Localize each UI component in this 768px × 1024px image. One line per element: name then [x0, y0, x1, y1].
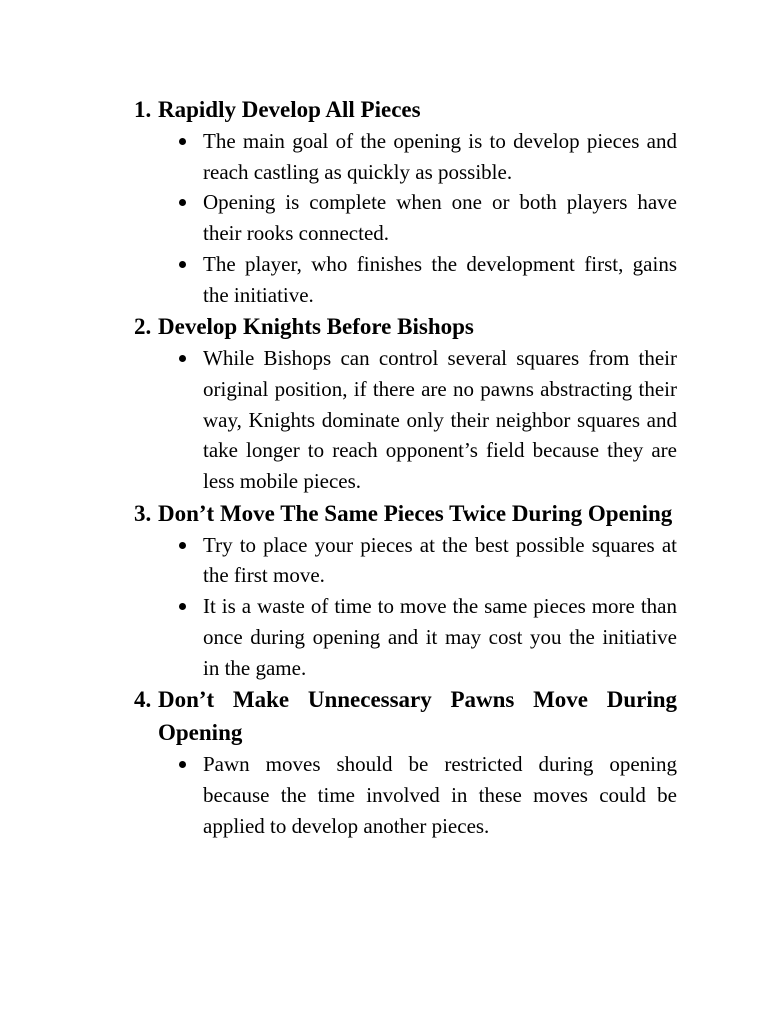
- bullet-icon: [179, 603, 186, 610]
- bullet-list: [158, 749, 677, 841]
- bullet-icon: [179, 542, 186, 549]
- bullet-text: The player, who finishes the development first, gains the initiative.: [203, 251, 677, 307]
- section-heading: Develop Knights Before Bishops: [158, 314, 474, 340]
- document-page: [0, 93, 768, 841]
- bullet-text: The main goal of the opening is to develop pieces and reach castling as quickly as possible.: [203, 129, 677, 184]
- section-number: 2.: [134, 314, 152, 340]
- section-heading: Don’t Make Unnecessary Pawns Move During Opening: [158, 687, 677, 746]
- bullet-icon: [179, 355, 186, 362]
- bullet-text: It is a waste of time to move the same pieces more than once during opening and it may cost you the initiative in the game.: [203, 594, 677, 680]
- section-1: [134, 93, 677, 310]
- section-number: 1.: [134, 97, 152, 122]
- section-heading: Don’t Move The Same Pieces Twice During Opening: [158, 500, 673, 526]
- section-4: [134, 683, 677, 841]
- bullet-icon: [179, 199, 186, 206]
- bullet-icon: [179, 138, 186, 145]
- bullet-text: Pawn moves should be restricted during opening because the time involved in these moves could be applied to develop another pieces.: [203, 752, 677, 838]
- list-item: [203, 126, 677, 187]
- list-item: [203, 530, 677, 591]
- bullet-icon: [179, 761, 186, 768]
- bullet-text: Try to place your pieces at the best possible squares at the first move.: [203, 532, 677, 588]
- bullet-text: Opening is complete when one or both players have their rooks connected.: [203, 190, 677, 246]
- list-item: [203, 187, 677, 248]
- list-item: [203, 591, 677, 683]
- section-number: 4.: [134, 687, 152, 713]
- bullet-icon: [179, 261, 186, 268]
- bullet-list: [158, 343, 677, 497]
- list-item: [203, 249, 677, 310]
- section-2: [134, 310, 677, 497]
- list-item: [203, 749, 677, 841]
- bullet-list: [158, 126, 677, 310]
- section-heading: Rapidly Develop All Pieces: [158, 97, 421, 122]
- bullet-list: [158, 530, 677, 684]
- bullet-text: While Bishops can control several squares from their original position, if there are no pawns abstracting their way, Knights dominate only their neighbor squares and take longer to reach opponent’s field because they are less mobile pieces.: [203, 346, 677, 494]
- section-number: 3.: [134, 500, 152, 526]
- section-3: [134, 497, 677, 684]
- list-item: [203, 343, 677, 497]
